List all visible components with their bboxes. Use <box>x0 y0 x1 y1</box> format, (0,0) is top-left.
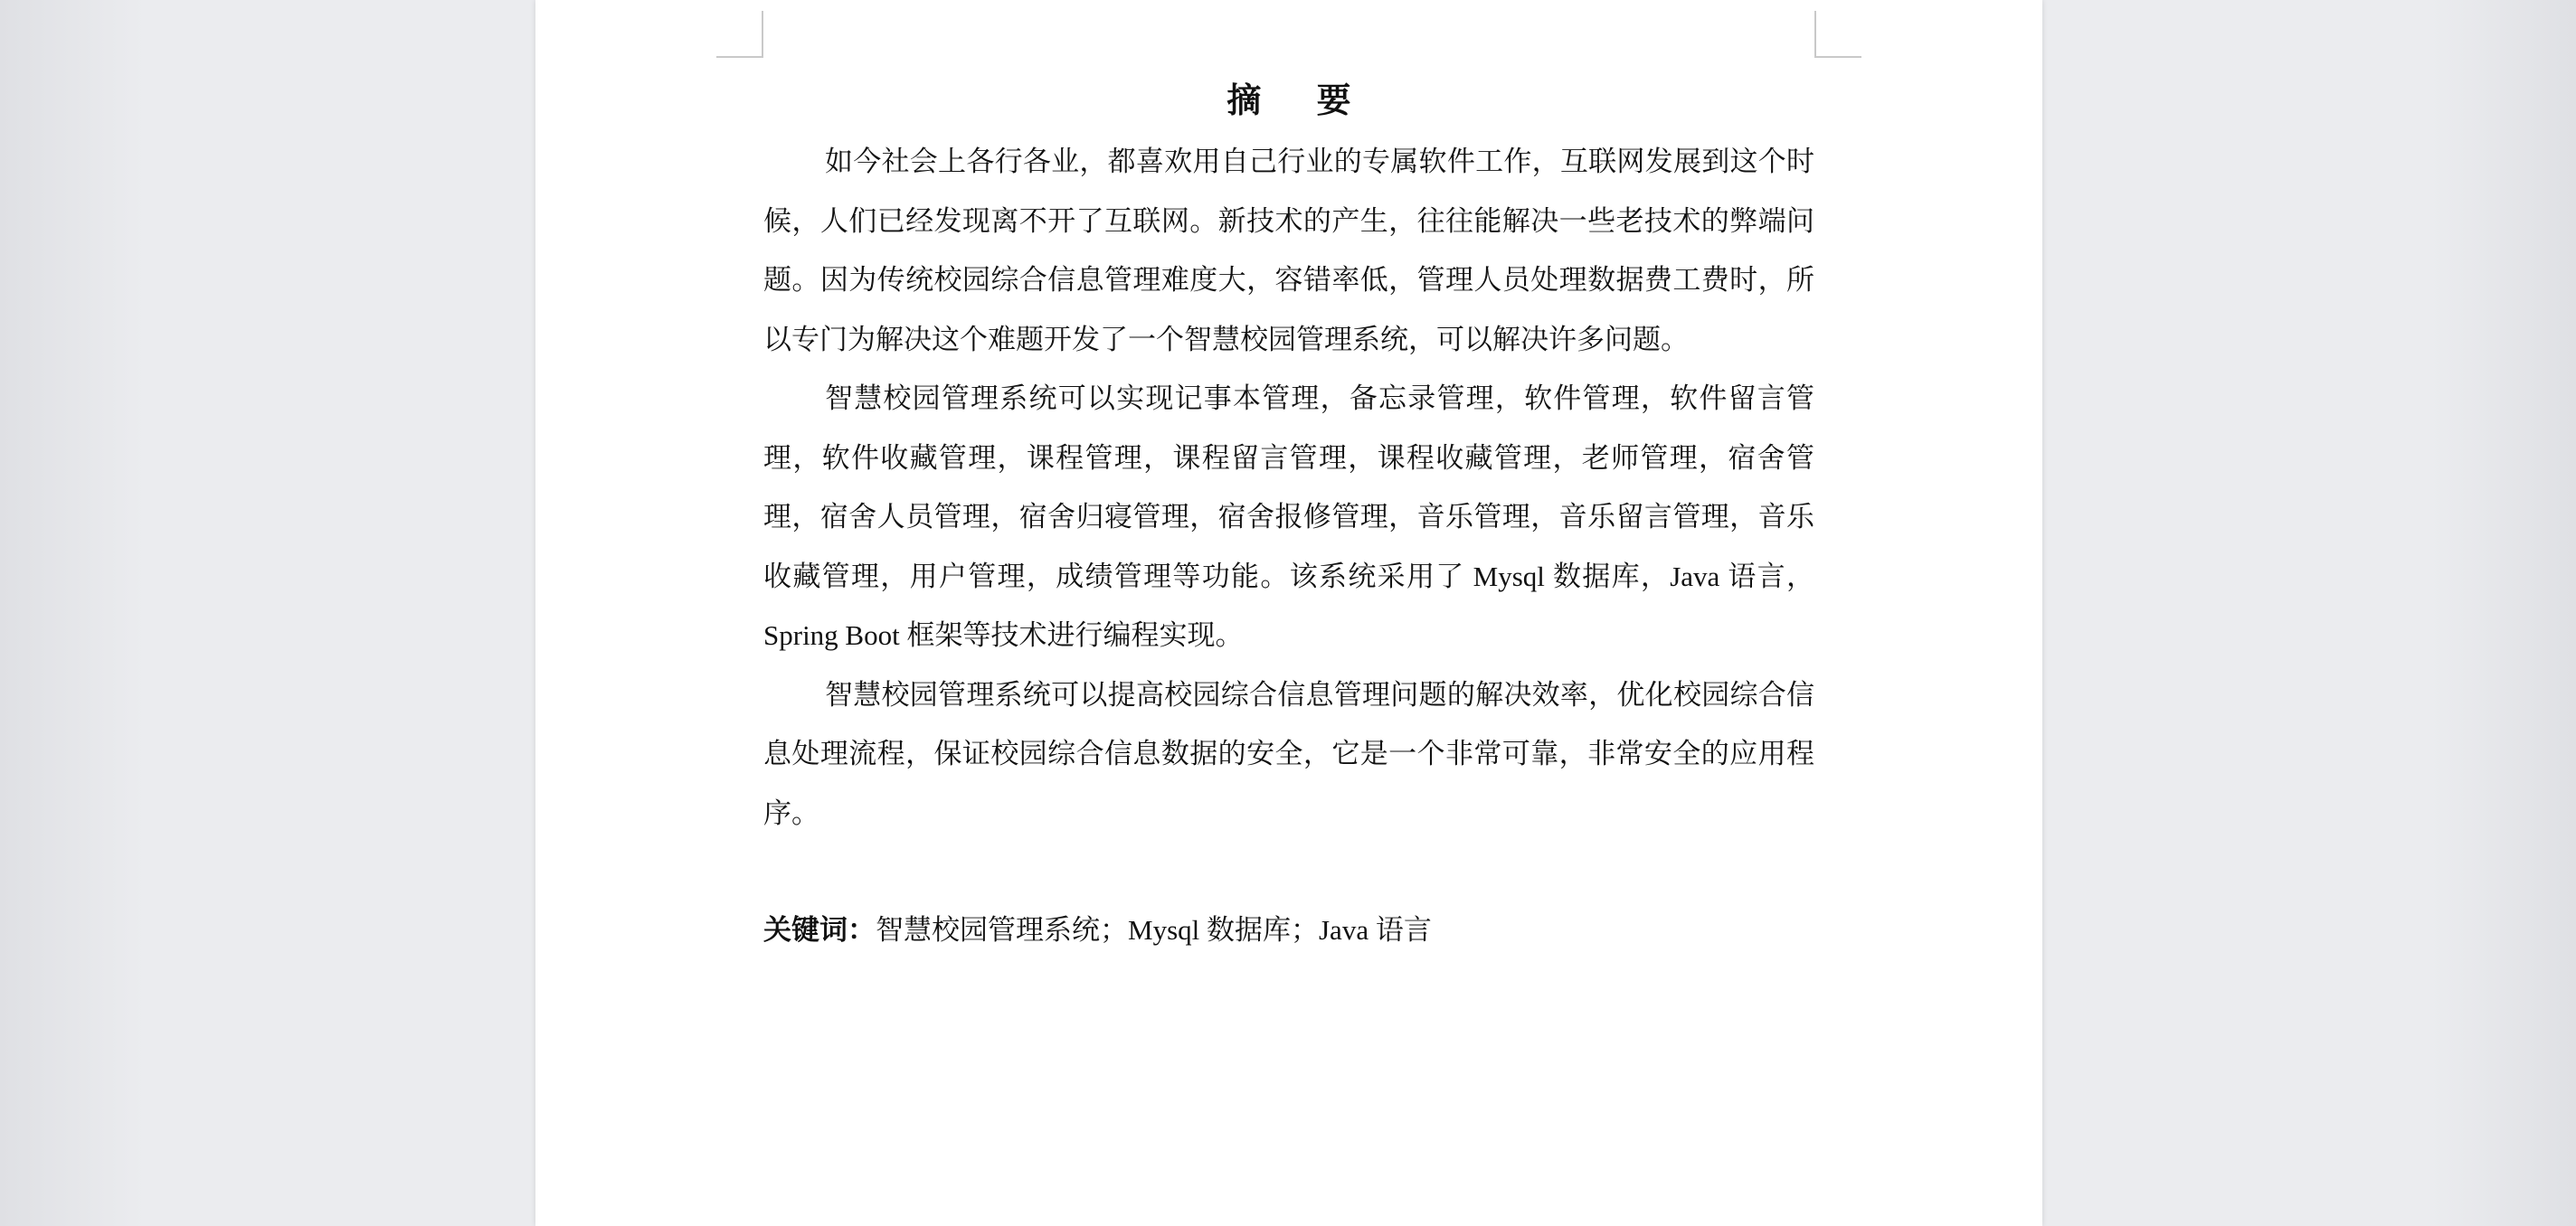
keywords-label: 关键词： <box>763 914 876 946</box>
keywords-value: 智慧校园管理系统；Mysql 数据库；Java 语言 <box>876 914 1432 946</box>
abstract-title: 摘 要 <box>1226 80 1373 120</box>
page-corner-mark-top-left <box>716 11 763 58</box>
abstract-paragraph-1: 如今社会上各行各业，都喜欢用自己行业的专属软件工作，互联网发展到这个时候，人们已经发现离不开了互联网。新技术的产生，往往能解决一些老技术的弊端问题。因为传统校园综合信息管理难度大，容错率低，管理人员处理数据费工费时，所以专门为解决这个难题开发了一个智慧校园管理系统，可以解决许多问题。 <box>763 146 1814 355</box>
abstract-section[interactable] <box>763 72 1814 960</box>
page-corner-mark-top-right <box>1814 11 1861 58</box>
keywords-line <box>763 901 1814 960</box>
abstract-paragraph-2: 智慧校园管理系统可以实现记事本管理，备忘录管理，软件管理，软件留言管理，软件收藏管理，课程管理，课程留言管理，课程收藏管理，老师管理，宿舍管理，宿舍人员管理，宿舍归寝管理，宿舍报修管理，音乐管理，音乐留言管理，音乐收藏管理，用户管理，成绩管理等功能。该系统采用了 Mysql 数据库，Java 语言，Spring Boot 框架等技术进行编程实现。 <box>763 382 1814 651</box>
abstract-paragraph-3: 智慧校园管理系统可以提高校园综合信息管理问题的解决效率，优化校园综合信息处理流程，保证校园综合信息数据的安全，它是一个非常可靠，非常安全的应用程序。 <box>763 678 1814 829</box>
document-page[interactable] <box>535 0 2042 1226</box>
